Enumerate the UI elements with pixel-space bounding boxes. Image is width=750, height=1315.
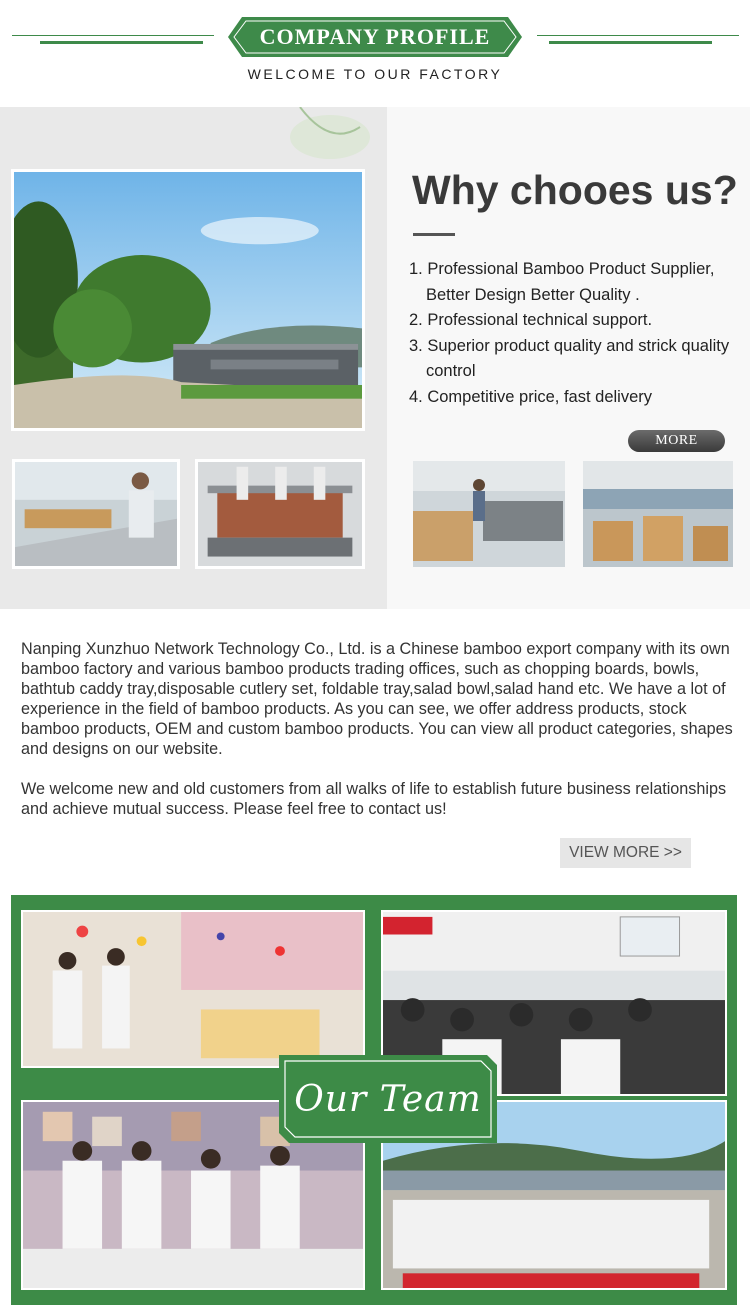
why-title-underline [413, 233, 455, 236]
header-line-right [549, 41, 712, 44]
header-line-right-thin [537, 35, 739, 36]
team-celebration-photo [21, 910, 365, 1068]
factory-photo-panel [0, 107, 387, 609]
list-item: 2. Professional technical support. [409, 311, 653, 329]
list-item: 1. Professional Bamboo Product Supplier, Better Design Better Quality . [409, 260, 715, 304]
list-item: 4. Competitive price, fast delivery [409, 387, 653, 406]
factory-exterior-photo [11, 169, 365, 431]
team-title: Our Team [294, 1078, 482, 1120]
cnc-machine-photo [195, 459, 365, 569]
workshop-photo [413, 461, 565, 567]
why-reasons-list [409, 257, 744, 410]
header-line-left [40, 41, 203, 44]
our-team-section [11, 895, 737, 1305]
description-paragraph: Nanping Xunzhuo Network Technology Co., Ltd. is a Chinese bamboo export company with its own bamboo factory and various bamboo products trading offices, such as chopping boards, bowls, bathtub caddy tray,disposable cutlery set, foldable tray,salad bowl,salad hand etc. We have a lot of experience in the field of bamboo products. As you can see, we offer address products, stock bamboo products, OEM and custom bamboo products. You can view all product categories, shapes and designs on our website. [21, 640, 733, 758]
page-subtitle: WELCOME TO OUR FACTORY [247, 66, 503, 82]
page-title: COMPANY PROFILE [259, 24, 491, 49]
why-choose-us-section [0, 107, 750, 609]
company-profile-header [0, 0, 750, 105]
header-line-left-thin [12, 35, 214, 36]
our-team-label [279, 1055, 497, 1143]
list-item: 3. Superior product quality and strick quality control [409, 336, 730, 380]
view-more-button[interactable]: VIEW MORE >> [560, 838, 691, 868]
more-button[interactable]: MORE [628, 430, 725, 452]
warehouse-photo [583, 461, 733, 567]
why-title: Why chooes us? [412, 167, 738, 213]
company-description [21, 639, 733, 839]
title-banner [228, 17, 522, 57]
worker-photo [12, 459, 180, 569]
description-paragraph: We welcome new and old customers from all walks of life to establish future business relationships and achieve mutual success. Please feel free to contact us! [21, 780, 727, 818]
